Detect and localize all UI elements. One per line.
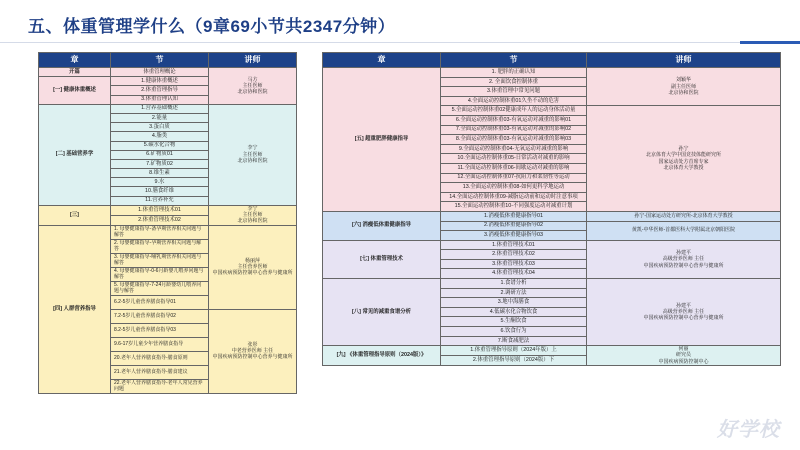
section-cell: 20.老年人营养膳食指导-膳食原则 xyxy=(111,351,209,365)
chapter-cell: [二] 基础营养学 xyxy=(39,104,111,205)
section-cell: 体重管理概论 xyxy=(111,68,209,77)
header-chapter: 章 xyxy=(323,53,441,68)
chapter-cell: 开篇 xyxy=(39,68,111,77)
chapter-cell: [五] 超重肥胖健康指导 xyxy=(323,68,441,212)
section-cell: 3.蛋白质 xyxy=(111,123,209,132)
section-cell: 8.全面运动控制体重03-有氧运动对减重的影响03 xyxy=(441,135,587,145)
section-cell: 3.体重管理认知 xyxy=(111,95,209,104)
section-cell: 7.全面运动控制体重03-有氧运动对减重的影响02 xyxy=(441,125,587,135)
section-cell: 5.生酮饮食 xyxy=(441,317,587,327)
section-cell: 7.矿物质02 xyxy=(111,159,209,168)
table-row xyxy=(39,68,297,77)
table-row xyxy=(39,205,297,215)
section-cell: 2. 母婴健康指导-孕期营养相关问题与解答 xyxy=(111,239,209,253)
section-cell: 21.老年人营养膳食指导-膳食建议 xyxy=(111,365,209,379)
chapter-cell: [九] 《体重管理指导原则（2024版）》 xyxy=(323,346,441,366)
section-cell: 1.体重管理技术01 xyxy=(441,240,587,250)
lecturer-cell: 黄凯-中华医师-首都医科大学附属北京朝阳医院 xyxy=(587,221,781,240)
chapter-cell: [一] 健康体重概述 xyxy=(39,77,111,105)
section-cell: 3. 母婴健康指导-哺乳期营养相关问题与解答 xyxy=(111,253,209,267)
lecturer-cell: 杨丽萍 主任营养医师 中国疾病预防控制中心营养与健康所 xyxy=(209,225,297,309)
header-lecturer: 讲师 xyxy=(587,53,781,68)
section-cell: 3.体重管理技术03 xyxy=(441,259,587,269)
lecturer-cell: 李宁 主任医师 北京协和医院 xyxy=(209,104,297,205)
header-lecturer: 讲师 xyxy=(209,53,297,68)
section-cell: 12.全面运动控制体重07-抗阻力和柔韧性等运动 xyxy=(441,173,587,183)
section-cell: 4.脂类 xyxy=(111,132,209,141)
section-cell: 4.全面运动控制体重01久坐不动的危害 xyxy=(441,96,587,106)
lecturer-cell: 刘颖华 副主任医师 北京协和医院 xyxy=(587,68,781,106)
section-cell: 3.地中海膳食 xyxy=(441,298,587,308)
section-cell: 8.维生素 xyxy=(111,169,209,178)
section-cell: 13.全面运动控制体重08-如何更科学地运动 xyxy=(441,183,587,193)
header-chapter: 章 xyxy=(39,53,111,68)
section-cell: 10.全面运动控制体重05-日常活动对减重的影响 xyxy=(441,154,587,164)
left-schedule-table xyxy=(38,52,297,394)
section-cell: 7.断食减肥法 xyxy=(441,336,587,346)
section-cell: 5.全面运动控制体重02健康成年人的运动身体活动量 xyxy=(441,106,587,116)
section-cell: 2.体重管理技术02 xyxy=(111,215,209,225)
header-section: 节 xyxy=(441,53,587,68)
section-cell: 6.2-5岁儿童营养膳食指导01 xyxy=(111,295,209,309)
section-cell: 1.健康体重概述 xyxy=(111,77,209,86)
table-header-row xyxy=(323,53,781,68)
section-cell: 9.6-17岁儿童少年营养膳食指导 xyxy=(111,337,209,351)
section-cell: 2.体重管理指导 xyxy=(111,86,209,95)
section-cell: 3.体重管理中常见问题 xyxy=(441,87,587,97)
chapter-cell: [八] 常见的减重食谱分析 xyxy=(323,279,441,346)
section-cell: 6.全面运动控制体重03-有氧运动对减重的影响01 xyxy=(441,115,587,125)
watermark-logo: 好学校 xyxy=(717,419,780,441)
section-cell: 1.营养基础概述 xyxy=(111,104,209,113)
section-cell: 6.饮食行为 xyxy=(441,327,587,337)
section-cell: 22.老年人营养膳食指导-老年人常见营养问题 xyxy=(111,379,209,393)
header-section: 节 xyxy=(111,53,209,68)
page-title: 五、体重管理学什么（9章69小节共2347分钟） xyxy=(28,17,396,36)
section-cell: 1.食谱分析 xyxy=(441,279,587,289)
section-cell: 4. 母婴健康指导-0-6月龄婴儿喂养问题与解答 xyxy=(111,267,209,281)
section-cell: 5. 母婴健康指导-7-24月龄婴幼儿喂养问题与解答 xyxy=(111,281,209,295)
lecturer-cell: 马方 主任医师 北京协和医院 xyxy=(209,68,297,105)
table-row xyxy=(323,346,781,356)
section-cell: 4.体重管理技术04 xyxy=(441,269,587,279)
section-cell: 11.营养补充 xyxy=(111,196,209,205)
table-row xyxy=(323,211,781,221)
table-header-row xyxy=(39,53,297,68)
title-accent-bar xyxy=(740,41,800,44)
section-cell: 9.全面运动控制体重04-无氧运动对减重的影响 xyxy=(441,144,587,154)
section-cell: 2.体重管理技术02 xyxy=(441,250,587,260)
lecturer-cell: 张彤 中老营养医师 主任 中国疾病预防控制中心营养与健康所 xyxy=(209,309,297,393)
section-cell: 1.体重管理指导原则（2024年版）上 xyxy=(441,346,587,356)
section-cell: 11.全面运动控制体重06-间歇运动对减重的影响 xyxy=(441,163,587,173)
section-cell: 2.体重管理指导原则（2024版）下 xyxy=(441,356,587,366)
table-row xyxy=(39,104,297,113)
lecturer-cell: 李宁 主任医师 北京协和医院 xyxy=(209,205,297,225)
section-cell: 2. 全面饮食控制体重 xyxy=(441,77,587,87)
table-row xyxy=(323,68,781,78)
section-cell: 2.能量 xyxy=(111,113,209,122)
section-cell: 15.全面运动控制体重10-不同强度运动对减重计划 xyxy=(441,202,587,212)
table-row xyxy=(39,225,297,239)
section-cell: 3.消瘦低体重健康指导03 xyxy=(441,231,587,241)
chapter-cell: [七] 体重管理技术 xyxy=(323,240,441,278)
chapter-cell: [四] 人群营养指导 xyxy=(39,225,111,393)
title-divider xyxy=(0,42,800,43)
section-cell: 4.低碳水化合物饮食 xyxy=(441,307,587,317)
section-cell: 7.2-5岁儿童营养膳食指导02 xyxy=(111,309,209,323)
table-row xyxy=(323,279,781,289)
lecturer-cell: 何丽 研究员 中国疾病预防控制中心 xyxy=(587,346,781,366)
lecturer-cell: 孙建平 高级营养医师 主任 中国疾病预防控制中心营养与健康所 xyxy=(587,240,781,278)
chapter-cell: [三] xyxy=(39,205,111,225)
section-cell: 14.全面运动控制体重09-减脂运动前和运动时注意事项 xyxy=(441,192,587,202)
section-cell: 2.消瘦低体重健康指导02 xyxy=(441,221,587,231)
lecturer-cell: 孙建平 高级营养医师 主任 中国疾病预防控制中心营养与健康所 xyxy=(587,279,781,346)
section-cell: 8.2-5岁儿童营养膳食指导03 xyxy=(111,323,209,337)
section-cell: 10.膳食纤维 xyxy=(111,187,209,196)
section-cell: 5.碳水化合物 xyxy=(111,141,209,150)
lecturer-cell: 孙宁-国家运动处方研究所-北京体育大学教授 xyxy=(587,211,781,221)
section-cell: 2.调研方法 xyxy=(441,288,587,298)
section-cell: 1.消瘦低体重健康指导01 xyxy=(441,211,587,221)
section-cell: 1.体重管理技术01 xyxy=(111,205,209,215)
section-cell: 1. 母婴健康指导-备孕期营养相关问题与解答 xyxy=(111,225,209,239)
section-cell: 9.水 xyxy=(111,178,209,187)
right-schedule-table xyxy=(322,52,781,366)
section-cell: 6.矿物质01 xyxy=(111,150,209,159)
section-cell: 1. 肥胖的正确认知 xyxy=(441,68,587,78)
chapter-cell: [六] 消瘦低体重健康指导 xyxy=(323,211,441,240)
lecturer-cell: 孙宁 北京体育大学中国竞技体能研究所 国家运动处方首席专家 北京体育大学教授 xyxy=(587,106,781,212)
table-row xyxy=(323,240,781,250)
